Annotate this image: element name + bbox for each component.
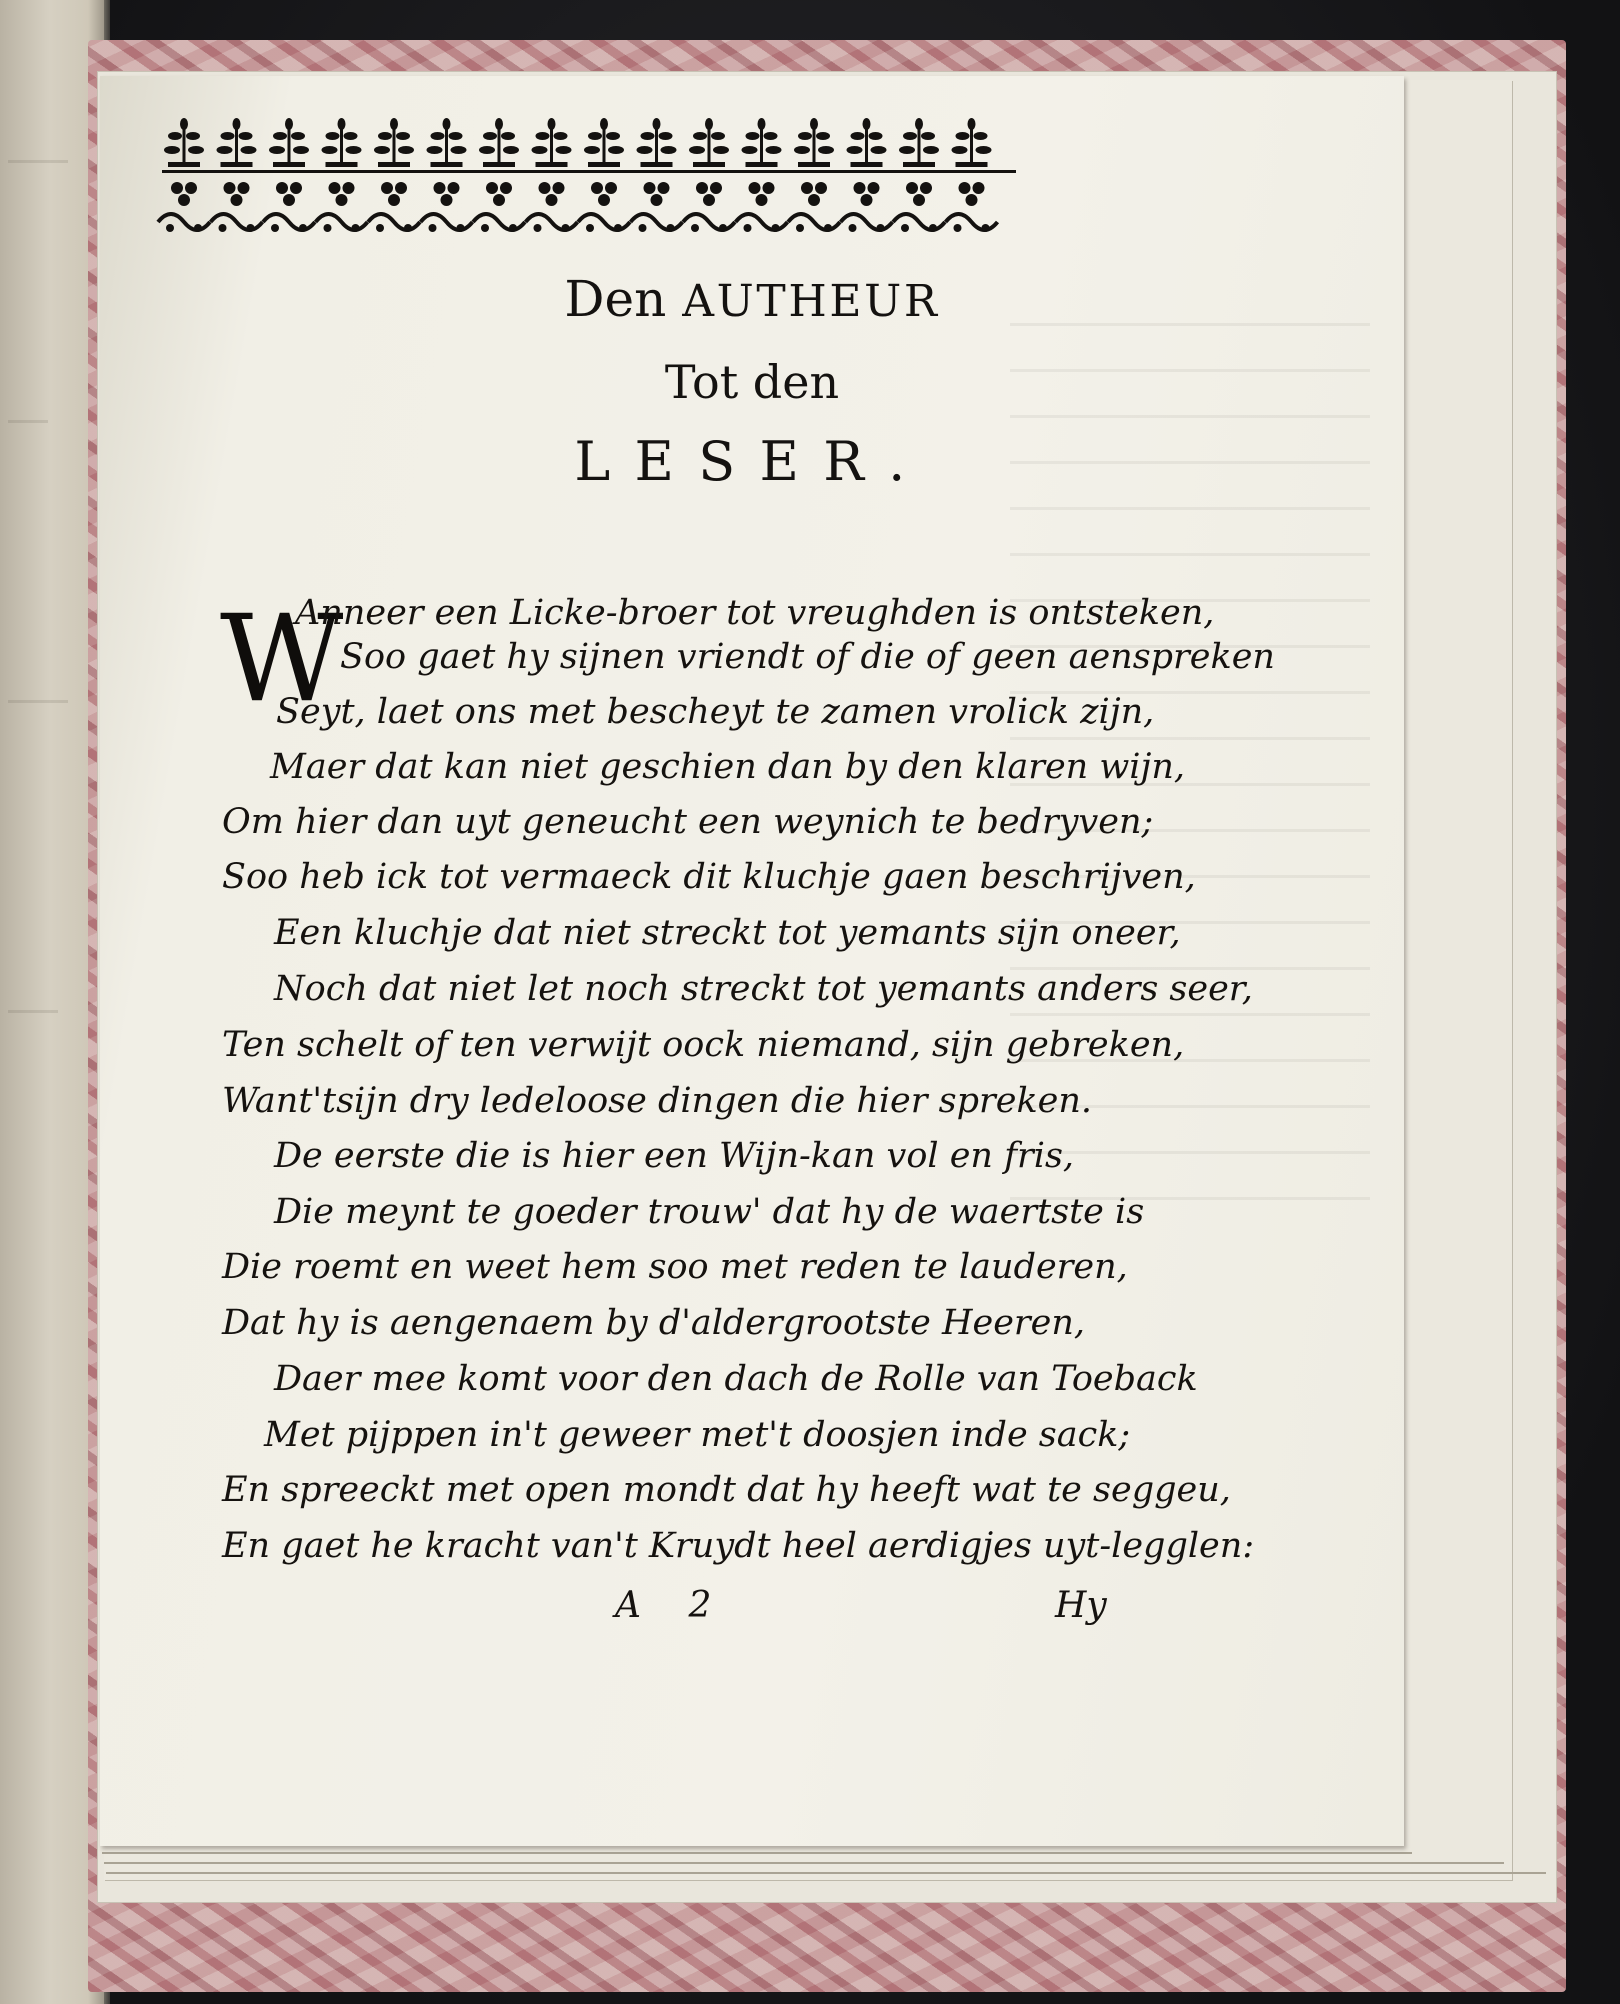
poem-line: Die meynt te goeder trouw' dat hy de waertste is: [274, 1192, 1145, 1232]
poem-line: Soo gaet hy sijnen vriendt of die of geen aenspreken: [340, 637, 1275, 677]
poem-line: Om hier dan uyt geneucht een weynich te bedryven;: [222, 802, 1154, 842]
title-line-1: [100, 270, 1404, 328]
poem-line: Soo heb ick tot vermaeck dit kluchje gaen beschrijven,: [222, 857, 1196, 897]
poem-line: Ten schelt of ten verwijt oock niemand, sijn gebreken,: [222, 1025, 1185, 1065]
poem-line: Daer mee komt voor den dach de Rolle van Toeback: [274, 1359, 1198, 1399]
poem-line: Maer dat kan niet geschien dan by den klaren wijn,: [270, 747, 1185, 787]
poem-line: Anneer een Licke-broer tot vreughden is ontsteken,: [295, 593, 1215, 633]
poem-line: Dat hy is aengenaem by d'aldergrootste Heeren,: [222, 1303, 1086, 1343]
poem-line: Met pijppen in't geweer met't doosjen inde sack;: [264, 1415, 1131, 1455]
title-line-3: LESER.: [574, 430, 930, 493]
poem-line: Want'tsijn dry ledeloose dingen die hier spreken.: [222, 1081, 1093, 1121]
title-autheur: AUTHEUR: [682, 276, 940, 327]
poem-line: En gaet he kracht van't Kruydt heel aerdigjes uyt-legglen:: [222, 1526, 1255, 1566]
signature-mark: A 2: [615, 1585, 730, 1626]
poem-line: En spreeckt met open mondt dat hy heeft wat te seggeu,: [222, 1470, 1231, 1510]
title-den: Den: [564, 270, 667, 328]
poem-line: Een kluchje dat niet streckt tot yemants sijn oneer,: [274, 913, 1181, 953]
poem-line: De eerste die is hier een Wijn-kan vol en fris,: [274, 1136, 1075, 1176]
ornamental-headpiece-icon: [154, 110, 1024, 250]
title-line-2: Tot den: [664, 355, 840, 409]
poem-line: Seyt, laet ons met bescheyt te zamen vrolick zijn,: [276, 692, 1155, 732]
catchword: Hy: [1055, 1585, 1107, 1626]
drop-capital: W: [220, 590, 344, 729]
poem-line: Die roemt en weet hem soo met reden te lauderen,: [222, 1247, 1128, 1287]
poem-line: Noch dat niet let noch streckt tot yemants anders seer,: [274, 969, 1253, 1009]
